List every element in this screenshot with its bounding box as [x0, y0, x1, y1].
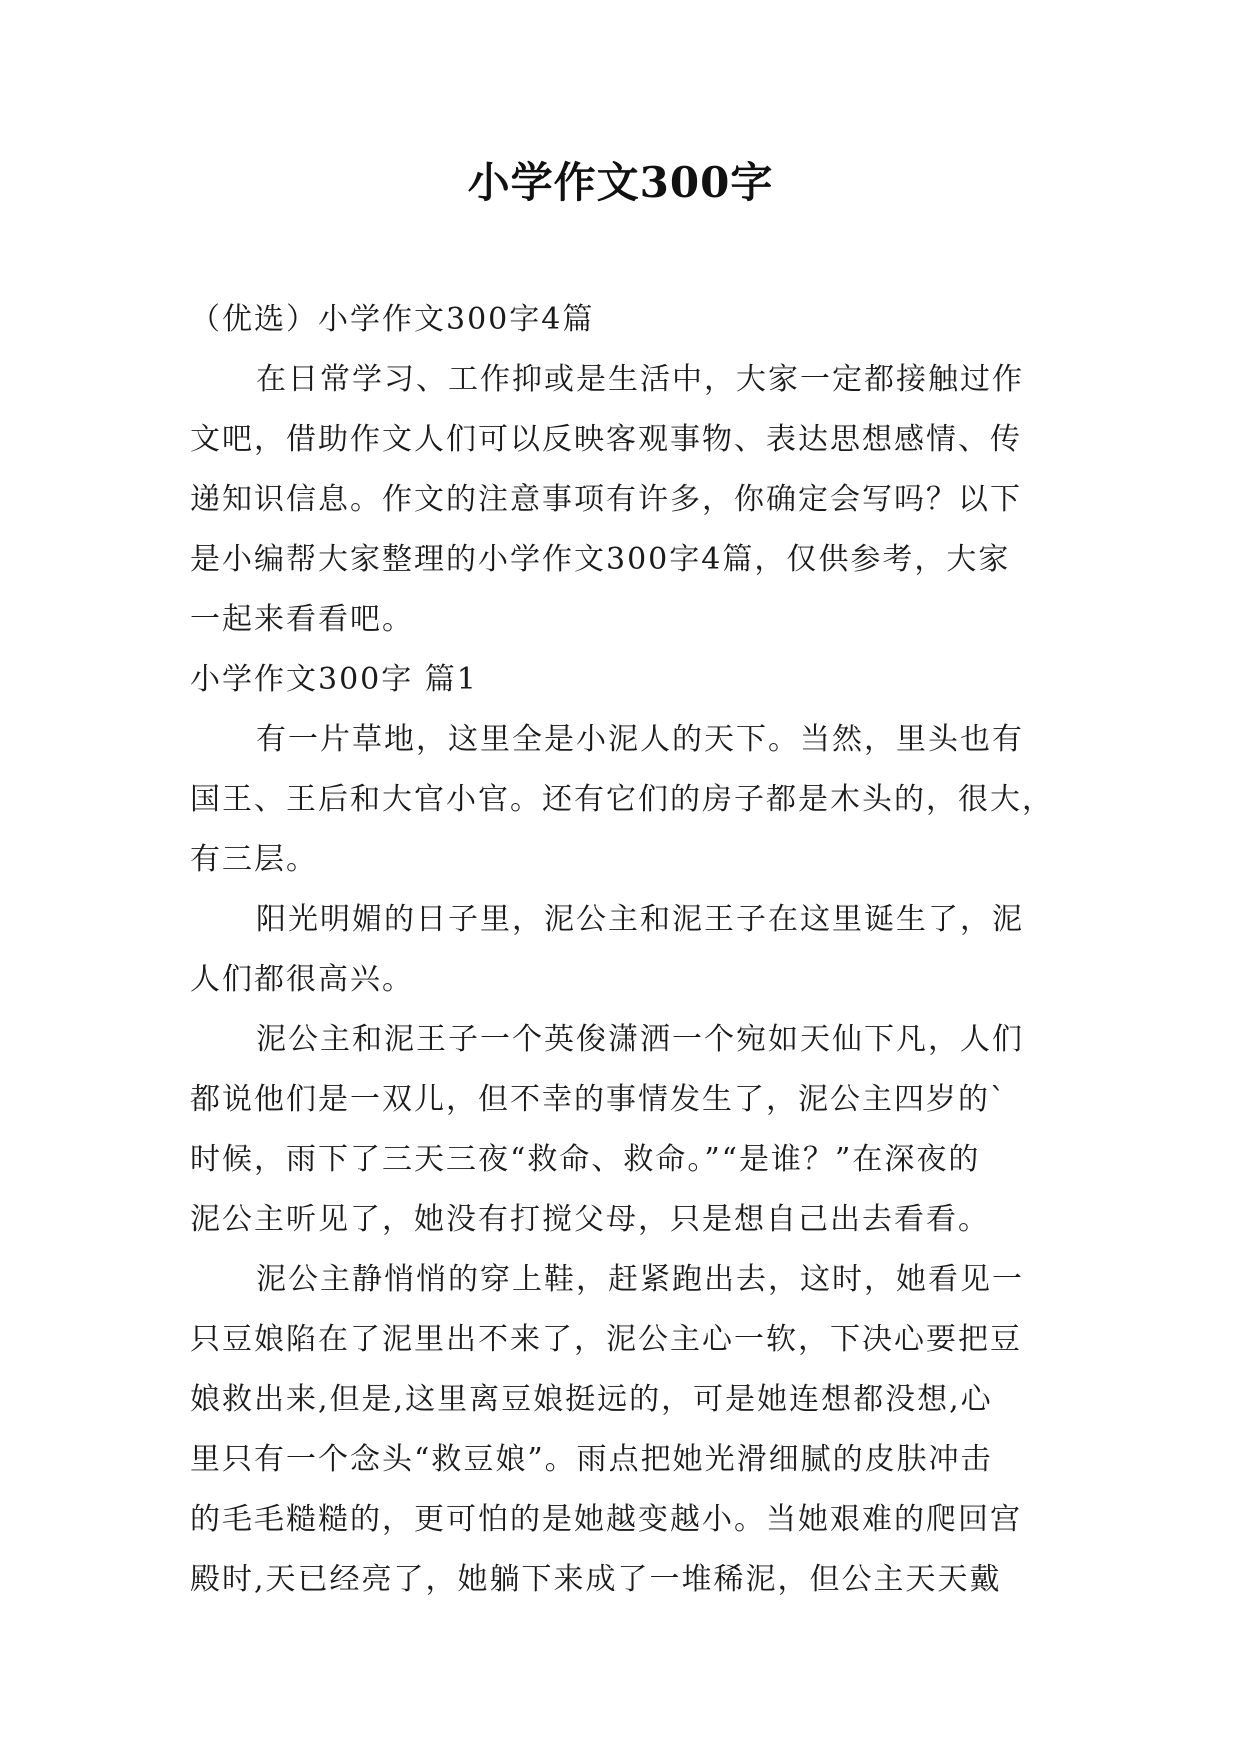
subtitle-line: （优选）小学作文300字4篇 — [190, 302, 595, 337]
intro-line-1: 在日常学习、工作抑或是生活中，大家一定都接触过作 — [256, 362, 1024, 397]
body-line: 娘救出来,但是,这里离豆娘挺远的，可是她连想都没想,心 — [190, 1382, 993, 1417]
document-title: 小学作文300字 — [467, 158, 774, 207]
body-line: 只豆娘陷在了泥里出不来了，泥公主心一软，下决心要把豆 — [190, 1322, 1022, 1357]
intro-line-3: 递知识信息。作文的注意事项有许多，你确定会写吗？以下 — [190, 482, 1022, 517]
document-body — [190, 290, 1056, 1610]
body-line: 殿时,天已经亮了，她躺下来成了一堆稀泥，但公主天天戴 — [190, 1562, 1002, 1597]
body-line: 泥公主和泥王子一个英俊潇洒一个宛如天仙下凡，人们 — [256, 1022, 1024, 1057]
intro-line-2: 文吧，借助作文人们可以反映客观事物、表达思想感情、传 — [190, 422, 1022, 457]
body-line: 泥公主听见了，她没有打搅父母，只是想自己出去看看。 — [190, 1202, 990, 1237]
body-line: 阳光明媚的日子里，泥公主和泥王子在这里诞生了，泥 — [256, 902, 1024, 937]
intro-line-5: 一起来看看吧。 — [190, 602, 414, 637]
body-line: 里只有一个念头“救豆娘”。雨点把她光滑细腻的皮肤冲击 — [190, 1442, 993, 1477]
body-line: 都说他们是一双儿，但不幸的事情发生了，泥公主四岁的` — [190, 1082, 1007, 1117]
body-line: 时候，雨下了三天三夜“救命、救命。”“是谁？”在深夜的 — [190, 1142, 981, 1177]
section-heading-1: 小学作文300字 篇1 — [190, 662, 478, 697]
body-line: 人们都很高兴。 — [190, 962, 414, 997]
body-line: 泥公主静悄悄的穿上鞋，赶紧跑出去，这时，她看见一 — [256, 1262, 1024, 1297]
body-line: 有一片草地，这里全是小泥人的天下。当然，里头也有 — [256, 722, 1024, 757]
body-line: 国王、王后和大官小官。还有它们的房子都是木头的，很大， — [190, 782, 1054, 817]
intro-line-4: 是小编帮大家整理的小学作文300字4篇，仅供参考，大家 — [190, 542, 1011, 577]
body-line: 有三层。 — [190, 842, 318, 877]
body-line: 的毛毛糙糙的，更可怕的是她越变越小。当她艰难的爬回宫 — [190, 1502, 1022, 1537]
